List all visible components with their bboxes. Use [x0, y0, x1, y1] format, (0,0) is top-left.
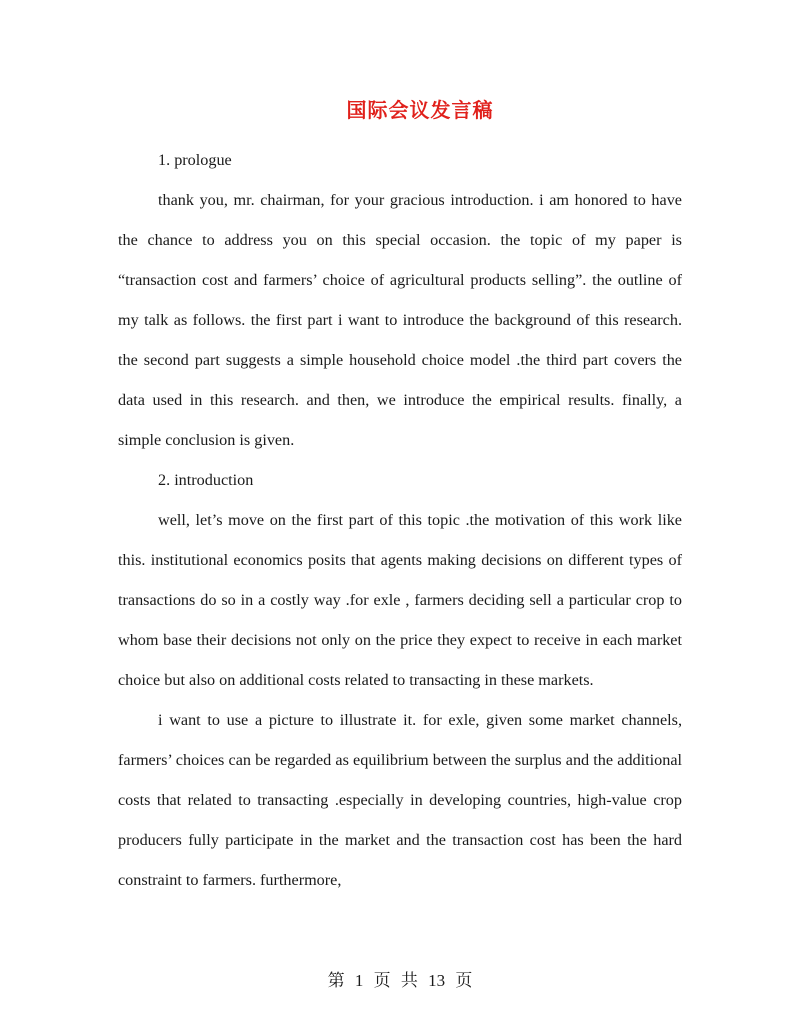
paragraph-introduction-picture: i want to use a picture to illustrate it. for exle, given some market channels, farmers’ choices can be regarded as equilibrium between the surplus and the additional costs that related to transacting .especially in developing countries, high-value crop producers fully participate in the market and the transaction cost has been the hard constraint to farmers. furthermore,: [118, 711, 682, 889]
paragraph-prologue: thank you, mr. chairman, for your gracious introduction. i am honored to have the chance to address you on this special occasion. the topic of my paper is “transaction cost and farmers’ choice of agricultural products selling”. the outline of my talk as follows. the first part i want to introduce the background of this research. the second part suggests a simple household choice model .the third part covers the data used in this research. and then, we introduce the empirical results. finally, a simple conclusion is given.: [118, 191, 682, 449]
page-number-footer: 第 1 页 共 13 页: [327, 971, 473, 990]
document-body: [118, 140, 682, 900]
page-title: 国际会议发言稿: [346, 98, 494, 122]
paragraph-introduction-motivation: well, let’s move on the first part of this topic .the motivation of this work like this. institutional economics posits that agents making decisions on different types of transactions do so in a costly way .for exle , farmers deciding sell a particular crop to whom base their decisions not only on the price they expect to receive in each market choice but also on additional costs related to transacting in these markets.: [118, 511, 682, 689]
section-heading-prologue: 1. prologue: [158, 151, 232, 169]
section-heading-introduction: 2. introduction: [158, 471, 254, 489]
